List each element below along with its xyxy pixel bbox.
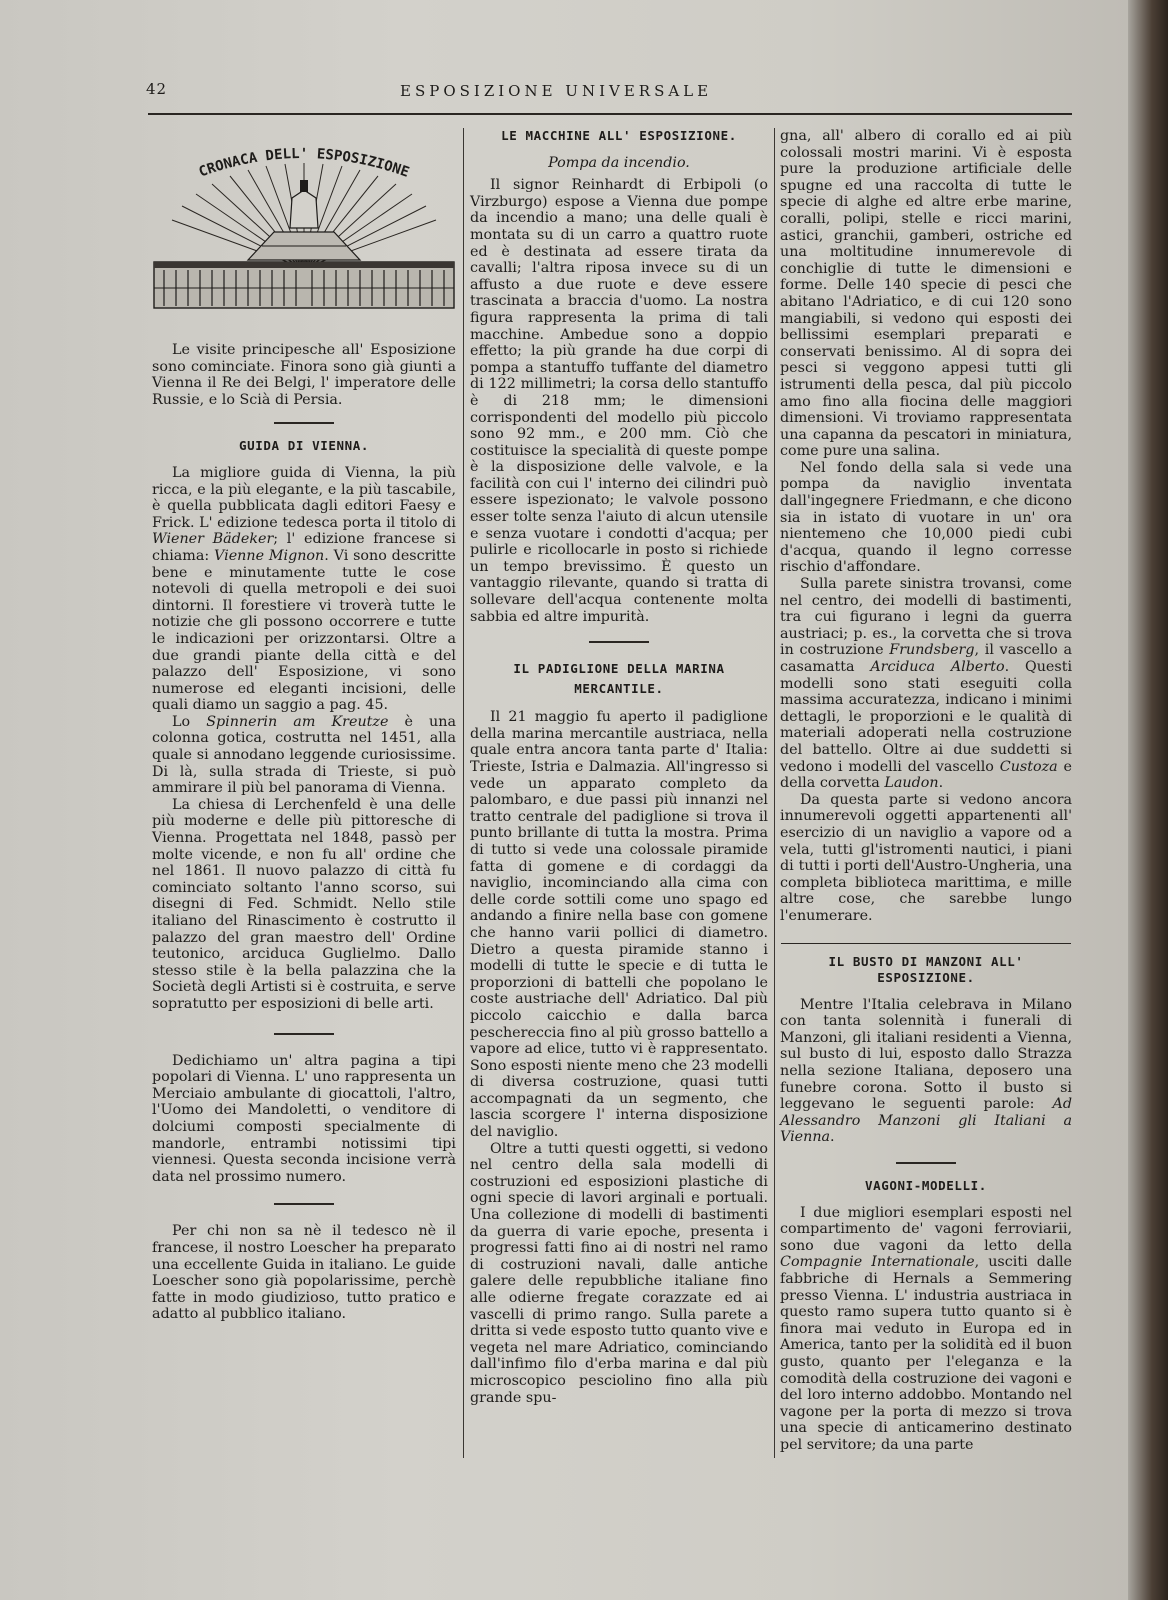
- section-separator: [589, 641, 649, 643]
- section-separator: [896, 1162, 956, 1164]
- pavilion-paragraph: Oltre a tutti questi oggetti, si vedono nel centro della sala modelli di costruzioni ed esposizioni plastiche di ogni specie di lavori arginali e portuali. Una collezione di modelli di bastimenti da guerra di varie epoche, presenta i progressi fatti fino ai di nostri nel ramo di costruzioni navali, dalle antiche galere delle repubbliche italiane fino alle odierne fregate corazzate ed ai vascelli di primo rango. Sulla parete a dritta si vede esposto tutto quanto vive e vegeta nel mare Adriatico, cominciando dall'infimo filo d'erba marina e dal più microscopico pesciolino fino alla più grande spu-: [470, 1140, 768, 1406]
- pump-paragraph: Il signor Reinhardt di Erbipoli (o Virzburgo) espose a Vienna due pompe da incendio a mano; una delle quali è montata su di un carro a quattro ruote ed è destinata ad essere tirata da cavalli; l'altra riposa invece su di un affusto a due ruote e deve essere trascinata a braccia d'uomo. La nostra figura rappresenta la prima di tali macchine. Ambedue sono a doppio effetto; la più grande ha due corpi di pompa a stantuffo tuffante del diametro di 122 millimetri; la corsa dello stantuffo è di 218 mm; le dimensioni corrispondenti del modello più piccolo sono 92 mm., e 200 mm. Ciò che costituisce la specialità di queste pompe è la disposizione delle valvole, e la facilità con cui l' interno dei cilindri può essere ispezionato; le valvole possono esser tolte senza l'aiuto di alcun utensile e senza vuotare i condotti d'acqua; per pulirle e ricollocarle in posto si richiede un tempo brevissimo. È questo un vantaggio rilevante, quando si tratta di sollevare dell'acqua contenente molta sabbia ed altre impurità.: [470, 177, 768, 625]
- pavilion-continued-paragraph: Sulla parete sinistra trovansi, come nel centro, dei modelli di bastimenti, tra cui figurano i legni da guerra austriaci; p. es., la corvetta che si trova in costruzione Frundsberg, il vascello a casamatta Arciduca Alberto. Questi modelli sono stati eseguiti colla massima accuratezza, indicano i minimi dettagli, le proporzioni e le qualità di materiali adoperati nella costruzione del battello. Oltre ai due suddetti si vedono i modelli del vascello Custoza e della corvetta Laudon.: [780, 576, 1073, 792]
- pavilion-continued-paragraph: Da questa parte si vedono ancora innumerevoli oggetti appartenenti all' esercizio di un naviglio a vapore od a vela, tutti gl'istromenti nautici, i piani di tutti i porti dell'Austro-Ungheria, una completa biblioteca marittima, e mille altre cose, che sarebbe lungo l'enumerare.: [780, 791, 1072, 924]
- section-separator: [781, 943, 1071, 944]
- wagons-paragraph: I due migliori esemplari esposti nel compartimento de' vagoni ferroviarii, sono due vagoni da letto della Compagnie Internationale, usciti dalle fabbriche di Hernals a Semmering presso Vienna. L' industria austriaca in questo ramo supera tutto quanto si è finora mai veduto in Europa ed in America, tanto per la solidità ed il buon gusto, quanto per l'eleganza e la comodità della costruzione dei vagoni e del loro interno addobbo. Montando nel vagone per la porta di mezzo si trova una specie di anticamerino destinato pel servitore; da una parte: [780, 1204, 1072, 1453]
- exhibition-rotunda-vignette: [152, 128, 456, 324]
- column-divider: [463, 128, 464, 1458]
- loescher-paragraph: Per chi non sa nè il tedesco nè il francese, il nostro Loescher ha preparato una eccellente Guida in italiano. Le guide Loescher sono già popolarissime, perchè fatte in modo giudizioso, tutto pratico e adatto al pubblico italiano.: [152, 1223, 456, 1323]
- rotunda-building: [154, 180, 454, 308]
- pavilion-continued-paragraph: Nel fondo della sala si vede una pompa da naviglio inventata dall'ingegnere Friedmann, e che dicono sia in istato di vuotare in un' ora nientemeno che 10,000 piedi cubi d'acqua, quando il legno corresse rischio d'affondare.: [780, 459, 1072, 576]
- pavilion-continued-paragraph: gna, all' albero di corallo ed ai più colossali mostri marini. Vi è esposta pure la produzione artificiale delle spugne ed una raccolta di tutte le specie di alghe ed altre erbe marine, coralli, polipi, stelle e ricci marini, astici, granchii, gamberi, ostriche ed una moltitudine innumerevole di conchiglie di tutte le dimensioni e forme. Delle 140 specie di pesci che abitano l'Adriatico, e di cui 120 sono mangiabili, si vedono qui esposti dei bellissimi esemplari preparati e conservati benissimo. Al di sopra dei pesci si veggono appesi tutti gli istrumenti della pesca, dal più piccolo amo fino alla fiocina delle maggiori dimensioni. Vi troviamo rappresentata una capanna da pescatori in miniatura, come pure una salina.: [780, 128, 1072, 460]
- section-separator: [274, 1203, 334, 1205]
- section-separator: [274, 422, 334, 424]
- guide-heading: GUIDA DI VIENNA.: [238, 438, 369, 454]
- column-divider: [774, 128, 775, 1458]
- dedication-paragraph: Dedichiamo un' altra pagina a tipi popolari di Vienna. L' uno rappresenta un Merciaio ambulante di giocattoli, l'altro, l'Uomo dei Mandoletti, o venditore di dolciumi composti specialmente di mandorle, entrambi notissimi tipi viennesi. Questa seconda incisione verrà data nel prossimo numero.: [152, 1052, 456, 1185]
- guide-paragraph: La migliore guida di Vienna, la più ricca, e la più elegante, e la più tascabile, è quella pubblicata dagli editori Faesy e Frick. L' edizione tedesca porta il titolo di Wiener Bädeker; l' edizione francese si chiama: Vienne Mignon. Vi sono descritte bene e minutamente tutte le cose notevoli di quella metropoli e dei suoi dintorni. Il forestiere vi troverà tutte le notizie che gli possono occorrere e tutte le indicazioni per orizzontarsi. Oltre a due grandi piante della città e del palazzo dell' Esposizione, vi sono numerose ed eleganti incisioni, delle quali diamo un saggio a pag. 45.: [152, 464, 456, 714]
- column-2: [470, 128, 768, 1500]
- pavilion-heading: IL PADIGLIONE DELLA MARINA MERCANTILE.: [513, 661, 725, 697]
- page-number: 42: [146, 80, 168, 98]
- column-3: [780, 128, 1072, 1500]
- header-rule: [148, 113, 1072, 115]
- running-head: ESPOSIZIONE UNIVERSALE: [400, 82, 713, 100]
- emblem-title: CRONACA DELL' ESPOSIZIONE: [196, 145, 412, 181]
- manzoni-heading: IL BUSTO DI MANZONI ALL' ESPOSIZIONE.: [828, 953, 1024, 986]
- guide-paragraph: Lo Spinnerin am Kreutze è una colonna gotica, costrutta nel 1451, alla quale si annodano leggende curiosissime. Di là, sulla strada di Trieste, si può ammirare il più bel panorama di Vienna.: [152, 713, 456, 797]
- machines-heading: LE MACCHINE ALL' ESPOSIZIONE.: [501, 128, 737, 143]
- page-edge-shadow: [1128, 0, 1168, 1600]
- guide-paragraph: La chiesa di Lerchenfeld è una delle più moderne e delle più pittoresche di Vienna. Progettata nel 1848, passò per molte vicende, e non fu all' ordine che nel 1861. Il nuovo palazzo di città fu cominciato soltanto l'anno scorso, sui disegni di Fed. Schmidt. Nello stile italiano del Rinascimento è costrutto il palazzo del gran maestro dell' Ordine teutonico, arciduca Guglielmo. Dallo stesso stile è la bella palazzina che la Società degli Artisti si è costruita, e serve sopratutto per esposizioni di belle arti.: [152, 796, 456, 1012]
- pump-subheading: Pompa da incendio.: [548, 154, 690, 171]
- column-1: [152, 128, 456, 1500]
- wagons-heading: VAGONI-MODELLI.: [865, 1178, 987, 1194]
- intro-paragraph: Le visite principesche all' Esposizione sono cominciate. Finora sono già giunti a Vienna il Re dei Belgi, l' imperatore delle Russie, e lo Scià di Persia.: [152, 342, 456, 408]
- manzoni-paragraph: Mentre l'Italia celebrava in Milano con tanta solennità i funerali di Manzoni, gli italiani residenti a Vienna, sul busto di lui, esposto dallo Strazza nella sezione Italiana, deposero una funebre corona. Sotto il busto si leggevano le seguenti parole: Ad Alessandro Manzoni gli Italiani a Vienna.: [780, 996, 1072, 1146]
- pavilion-paragraph: Il 21 maggio fu aperto il padiglione della marina mercantile austriaca, nella quale entra ancora tanta parte d' Italia: Trieste, Istria e Dalmazia. All'ingresso si vede un apparato completo da palombaro, e due passi più innanzi nel tratto centrale del padiglione si trova il punto brillante di tutta la mostra. Prima di tutto si vede una colossale piramide fatta di gomene e di cordaggi da naviglio, incominciando alla cima con delle corde sottili come uno spago ed andando a finire nella base con gomene che hanno varii pollici di diametro. Dietro a questa piramide stanno i modelli di tutte le specie e di tutta le proporzioni di battelli che popolano le coste austriache dell' Adriatico. Dal più piccolo caicchio e dalla barca peschereccia fino al più grosso battello a vapore ad elice, tutto vi è rappresentato. Sono esposti niente meno che 23 modelli di diversa costruzione, quasi tutti accompagnati da un segmento, che lascia scorgere l' interna disposizione del naviglio.: [470, 709, 768, 1141]
- section-separator: [274, 1033, 334, 1035]
